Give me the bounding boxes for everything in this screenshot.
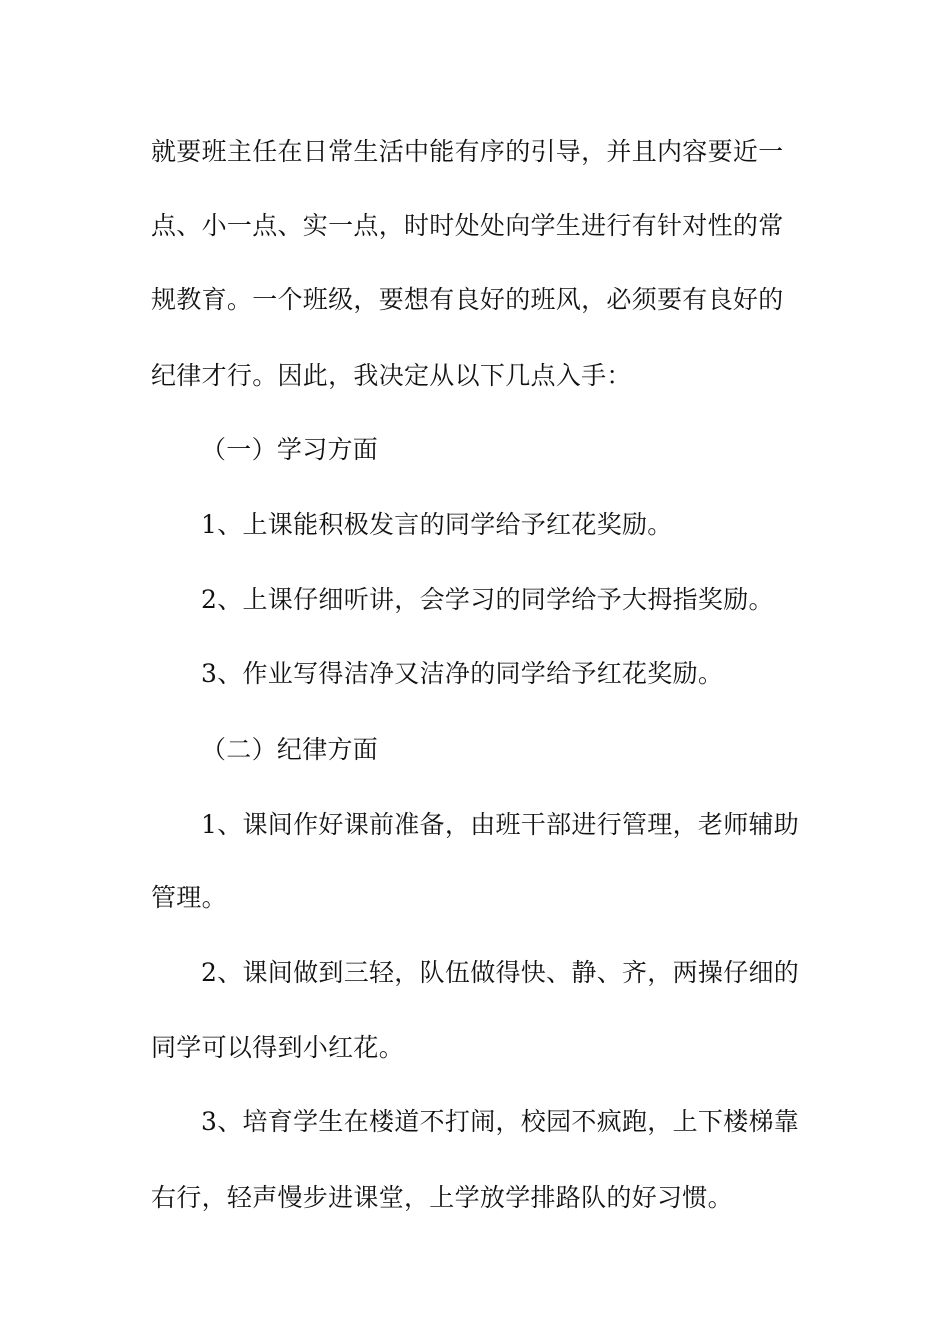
list-item-continuation: 同学可以得到小红花。 (151, 1033, 405, 1062)
list-item: 2、上课仔细听讲，会学习的同学给予大拇指奖励。 (201, 585, 774, 614)
paragraph-line: 纪律才行。因此，我决定从以下几点入手： (151, 361, 632, 390)
section-heading-study: （一）学习方面 (201, 435, 379, 464)
list-item: 3、作业写得洁净又洁净的同学给予红花奖励。 (201, 659, 724, 688)
list-item-continuation: 管理。 (151, 883, 227, 912)
list-item: 1、课间作好课前准备，由班干部进行管理，老师辅助 (201, 810, 800, 839)
paragraph-line: 点、小一点、实一点，时时处处向学生进行有针对性的常 (151, 211, 784, 240)
paragraph-line: 就要班主任在日常生活中能有序的引导，并且内容要近一 (151, 137, 784, 166)
list-item: 2、课间做到三轻，队伍做得快、静、齐，两操仔细的 (201, 958, 800, 987)
paragraph-line: 规教育。一个班级，要想有良好的班风，必须要有良好的 (151, 285, 784, 314)
list-item: 3、培育学生在楼道不打闹，校园不疯跑，上下楼梯靠 (201, 1107, 800, 1136)
list-item-continuation: 右行，轻声慢步进课堂，上学放学排路队的好习惯。 (151, 1183, 733, 1212)
list-item: 1、上课能积极发言的同学给予红花奖励。 (201, 510, 673, 539)
section-heading-discipline: （二）纪律方面 (201, 735, 379, 764)
